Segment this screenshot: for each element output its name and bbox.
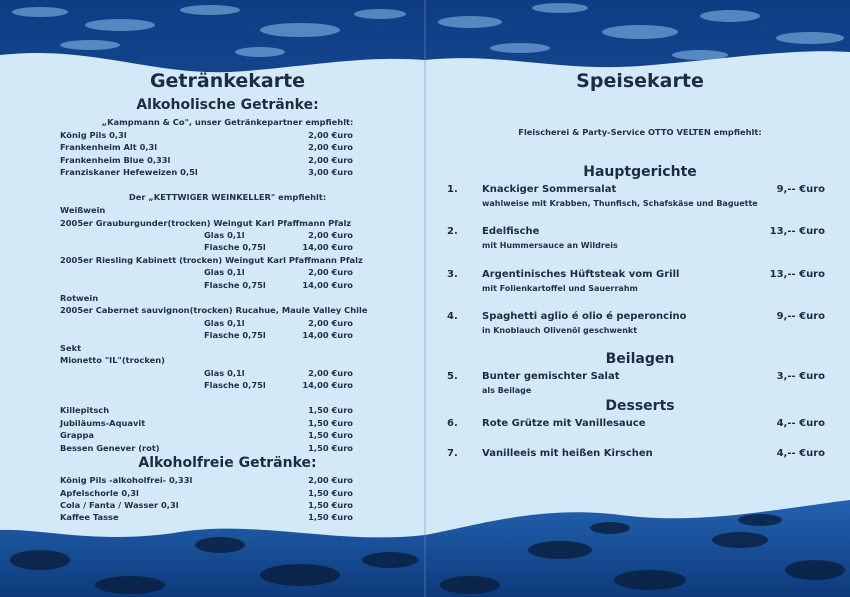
- spirit-price: 1,50 €uro: [308, 418, 353, 428]
- wine-bottle: Flasche 0,75l: [204, 242, 266, 252]
- nonalc-price: 1,50 €uro: [308, 512, 353, 522]
- dish-description: mit Hummersauce an Wildreis: [482, 241, 618, 250]
- nonalc-name: König Pils -alkoholfrei- 0,33l: [60, 475, 193, 485]
- spirit-name: Grappa: [60, 430, 94, 440]
- sekt-name: Mionetto "IL"(trocken): [60, 355, 165, 365]
- dish-name: Edelfische: [482, 226, 540, 237]
- dish-price: 3,-- €uro: [776, 371, 825, 382]
- beer-name: Frankenheim Alt 0,3l: [60, 142, 158, 152]
- wine-bottle-price: 14,00 €uro: [302, 330, 353, 340]
- nonalc-price: 2,00 €uro: [308, 475, 353, 485]
- sekt-bottle-price: 14,00 €uro: [302, 380, 353, 390]
- partner-note: „Kampmann & Co", unser Getränkepartner empfiehlt:: [101, 117, 354, 127]
- beer-price: 2,00 €uro: [308, 155, 353, 165]
- beer-price: 3,00 €uro: [308, 167, 353, 177]
- spirit-name: Jubiläums-Aquavit: [60, 418, 146, 428]
- nonalc-price: 1,50 €uro: [308, 488, 353, 498]
- sekt-glass: Glas 0,1l: [204, 368, 245, 378]
- sekt-label: Sekt: [60, 343, 82, 353]
- drinks-title: Getränkekarte: [149, 70, 306, 92]
- wine-glass: Glas 0,1l: [204, 230, 245, 240]
- dish-number: 3.: [447, 269, 458, 280]
- spirit-price: 1,50 €uro: [308, 405, 353, 415]
- beer-name: Franziskaner Hefeweizen 0,5l: [60, 167, 198, 177]
- dish-name: Rote Grütze mit Vanillesauce: [482, 418, 646, 429]
- dish-number: 4.: [447, 311, 458, 322]
- dish-price: 9,-- €uro: [776, 184, 825, 195]
- dish-price: 4,-- €uro: [776, 418, 825, 429]
- butcher-recommend: Fleischerei & Party-Service OTTO VELTEN empfiehlt:: [518, 127, 762, 137]
- wine-bottle: Flasche 0,75l: [204, 330, 266, 340]
- weisswein-label: Weißwein: [60, 205, 106, 215]
- wine-glass-price: 2,00 €uro: [308, 230, 353, 240]
- wine-name: 2005er Cabernet sauvignon(trocken) Rucahue, Maule Valley Chile: [60, 305, 368, 315]
- nonalc-name: Kaffee Tasse: [60, 512, 119, 522]
- mains-heading: Hauptgerichte: [583, 164, 697, 180]
- dish-price: 13,-- €uro: [769, 269, 825, 280]
- dish-description: wahlweise mit Krabben, Thunfisch, Schafskäse und Baguette: [482, 199, 758, 208]
- alcoholic-heading: Alkoholische Getränke:: [136, 97, 319, 113]
- dish-name: Argentinisches Hüftsteak vom Grill: [482, 269, 680, 280]
- wine-bottle: Flasche 0,75l: [204, 280, 266, 290]
- dish-number: 6.: [447, 418, 458, 429]
- desserts-heading: Desserts: [605, 398, 675, 414]
- spirit-name: Bessen Genever (rot): [60, 443, 160, 453]
- spirit-name: Killepitsch: [60, 405, 110, 415]
- dish-description: als Beilage: [482, 386, 532, 395]
- beer-price: 2,00 €uro: [308, 142, 353, 152]
- dish-description: in Knoblauch Olivenöl geschwenkt: [482, 326, 638, 335]
- dish-name: Spaghetti aglio é olio é peperoncino: [482, 311, 687, 322]
- dish-name: Vanilleeis mit heißen Kirschen: [482, 448, 653, 459]
- beer-price: 2,00 €uro: [308, 130, 353, 140]
- dish-name: Bunter gemischter Salat: [482, 371, 620, 382]
- nonalc-name: Apfelschorle 0,3l: [60, 488, 139, 498]
- dish-price: 13,-- €uro: [769, 226, 825, 237]
- dish-number: 1.: [447, 184, 458, 195]
- wine-bottle-price: 14,00 €uro: [302, 280, 353, 290]
- wine-glass: Glas 0,1l: [204, 267, 245, 277]
- dish-number: 7.: [447, 448, 458, 459]
- dish-number: 5.: [447, 371, 458, 382]
- dish-price: 4,-- €uro: [776, 448, 825, 459]
- wine-glass: Glas 0,1l: [204, 318, 245, 328]
- wine-name: 2005er Riesling Kabinett (trocken) Weingut Karl Pfaffmann Pfalz: [60, 255, 363, 265]
- dish-name: Knackiger Sommersalat: [482, 184, 617, 195]
- dish-price: 9,-- €uro: [776, 311, 825, 322]
- dish-description: mit Folienkartoffel und Sauerrahm: [482, 284, 638, 293]
- sekt-bottle: Flasche 0,75l: [204, 380, 266, 390]
- nonalc-price: 1,50 €uro: [308, 500, 353, 510]
- wine-note: Der „KETTWIGER WEINKELLER" empfiehlt:: [128, 192, 327, 202]
- wine-glass-price: 2,00 €uro: [308, 318, 353, 328]
- nonalc-name: Cola / Fanta / Wasser 0,3l: [60, 500, 179, 510]
- beer-name: König Pils 0,3l: [60, 130, 127, 140]
- spirit-price: 1,50 €uro: [308, 443, 353, 453]
- wine-bottle-price: 14,00 €uro: [302, 242, 353, 252]
- beer-name: Frankenheim Blue 0,33l: [60, 155, 171, 165]
- spirit-price: 1,50 €uro: [308, 430, 353, 440]
- food-title: Speisekarte: [576, 70, 704, 92]
- dish-number: 2.: [447, 226, 458, 237]
- sekt-glass-price: 2,00 €uro: [308, 368, 353, 378]
- wine-name: 2005er Grauburgunder(trocken) Weingut Karl Pfaffmann Pfalz: [60, 218, 352, 228]
- sides-heading: Beilagen: [605, 351, 675, 367]
- nonalcoholic-heading: Alkoholfreie Getränke:: [138, 455, 317, 471]
- rotwein-label: Rotwein: [60, 293, 99, 303]
- wine-glass-price: 2,00 €uro: [308, 267, 353, 277]
